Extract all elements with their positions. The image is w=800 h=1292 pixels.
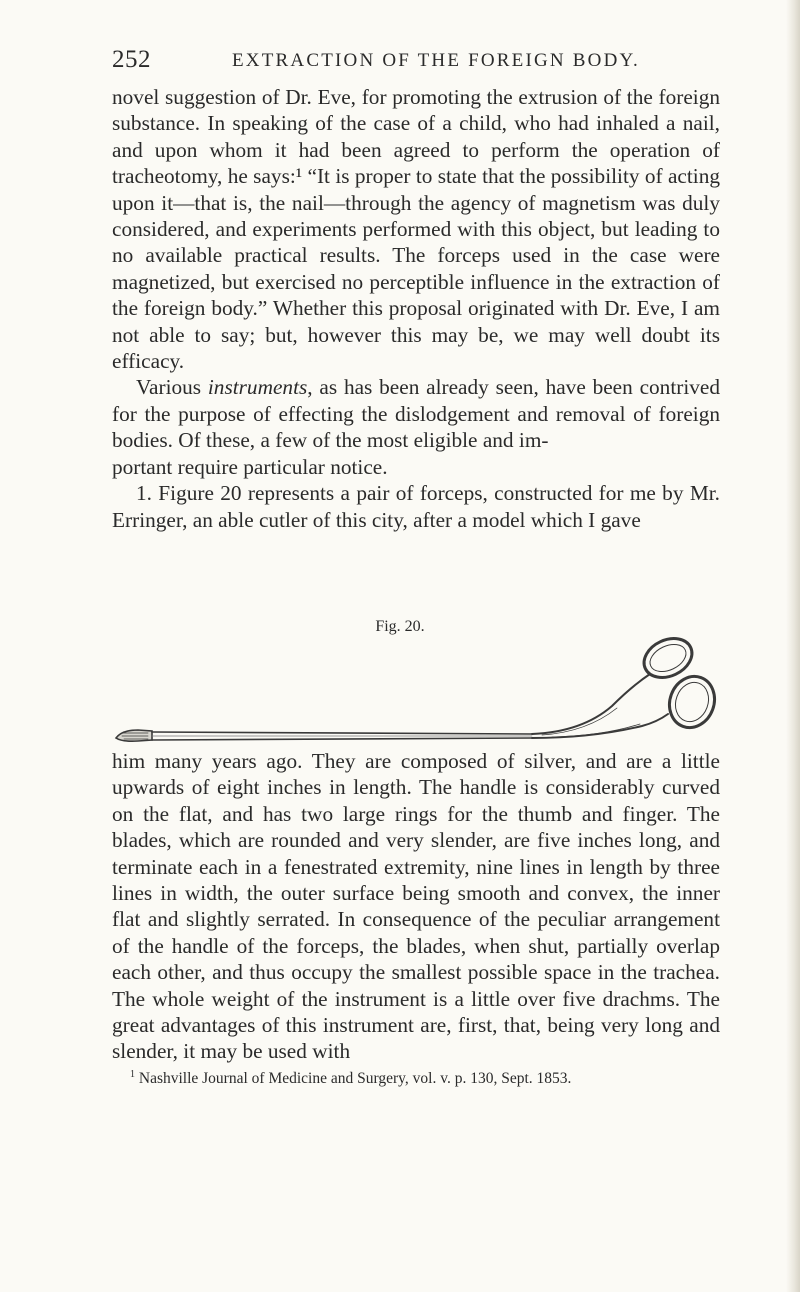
forceps-lower-blade: [152, 738, 532, 740]
paragraph-instruments: [112, 374, 720, 453]
text-block-bottom: [112, 748, 720, 1065]
para2-before: Various: [136, 375, 208, 400]
text-block-top: [112, 84, 720, 533]
para2-italic: instruments: [207, 375, 308, 400]
page-header: [112, 46, 720, 76]
footnote-text: Nashville Journal of Medicine and Surgery, vol. v. p. 130, Sept. 1853.: [138, 1070, 572, 1087]
footnote-mark: 1: [130, 1068, 135, 1080]
figure-caption: Fig. 20.: [375, 618, 425, 635]
forceps-tip: [116, 730, 152, 741]
running-head: EXTRACTION OF THE FOREIGN BODY.: [232, 50, 640, 71]
footnote: [112, 1069, 720, 1089]
forceps-upper-shank: [532, 674, 650, 734]
paragraph-figure-intro: 1. Figure 20 represents a pair of forceps, constructed for me by Mr. Erringer, an able cutler of this city, after a model which I gave: [112, 481, 720, 532]
paragraph-eve-magnetism: novel suggestion of Dr. Eve, for promoting the extrusion of the foreign substance. In speaking of the case of a child, who had inhaled a nail, and upon whom it had been agreed to perform the operation of tracheotomy, he says:¹ “It is proper to state that the possibility of acting upon it—that is, the nail—through the agency of magnetism was duly considered, and experiments performed with this object, but leading to no available practical results. The forceps used in the case were magnetized, but exercised no perceptible influence in the extraction of the foreign body.” Whether this proposal originated with Dr. Eve, I am not able to say; but, however this may be, we may well doubt its efficacy.: [112, 85, 720, 374]
forceps-upper-blade: [152, 732, 532, 734]
forceps-figure: [112, 634, 720, 746]
page-number: 252: [112, 46, 151, 73]
page-edge-shadow: [786, 0, 800, 1292]
forceps-illustration: [112, 634, 720, 746]
para2-after: , as has been already seen, have been contrived for the purpose of effecting the dislodgement and removal of foreign bodies. Of these, a few of the most eligible and im-: [112, 375, 720, 453]
paragraph-instruments-end: portant require particular notice.: [112, 454, 388, 479]
paragraph-forceps-description: him many years ago. They are composed of silver, and are a little upwards of eight inches in length. The handle is considerably curved on the flat, and has two large rings for the thumb and finger. The blades, which are rounded and very slender, are five inches long, and terminate each in a fenestrated extremity, nine lines in length by three lines in width, the outer surface being smooth and convex, the inner flat and slightly serrated. In consequence of the peculiar arrangement of the handle of the forceps, the blades, when shut, partially overlap each other, and thus occupy the smallest possible space in the trachea. The whole weight of the instrument is a little over five drachms. The great advantages of this instrument are, first, that, being very long and slender, it may be used with: [112, 749, 720, 1064]
forceps-lower-ring: [662, 670, 720, 734]
